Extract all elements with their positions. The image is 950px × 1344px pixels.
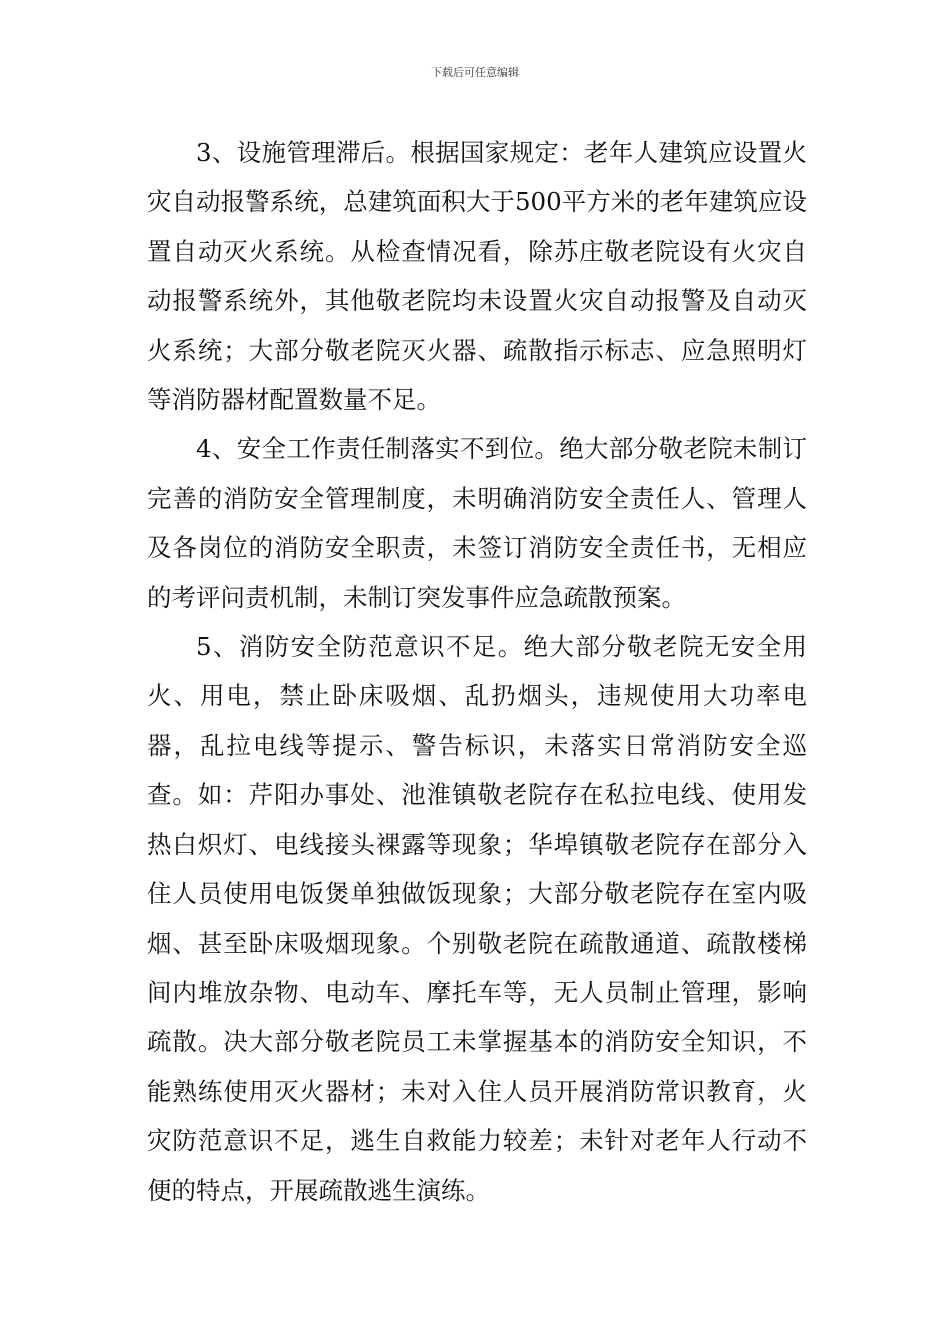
paragraph-responsibility-system: 4、安全工作责任制落实不到位。绝大部分敬老院未制订完善的消防安全管理制度，未明确消防安全责任人、管理人及各岗位的消防安全职责，未签订消防安全责任书，无相应的考评问责机制，未制订突发事件应急疏散预案。	[147, 434, 807, 612]
document-body	[147, 128, 807, 1215]
page-header-note: 下载后可任意编辑	[431, 66, 519, 79]
paragraph-safety-awareness: 5、消防安全防范意识不足。绝大部分敬老院无安全用火、用电，禁止卧床吸烟、乱扔烟头，违规使用大功率电器，乱拉电线等提示、警告标识，未落实日常消防安全巡查。如：芹阳办事处、池淮镇敬老院存在私拉电线、使用发热白炽灯、电线接头裸露等现象；华埠镇敬老院存在部分入住人员使用电饭煲单独做饭现象；大部分敬老院存在室内吸烟、甚至卧床吸烟现象。个别敬老院在疏散通道、疏散楼梯间内堆放杂物、电动车、摩托车等，无人员制止管理，影响疏散。决大部分敬老院员工未掌握基本的消防安全知识，不能熟练使用灭火器材；未对入住人员开展消防常识教育，火灾防范意识不足，逃生自救能力较差；未针对老年人行动不便的特点，开展疏散逃生演练。	[147, 632, 807, 1205]
paragraph-facility-management: 3、设施管理滞后。根据国家规定：老年人建筑应设置火灾自动报警系统，总建筑面积大于500平方米的老年建筑应设置自动灭火系统。从检查情况看，除苏庄敬老院设有火灾自动报警系统外，其他敬老院均未设置火灾自动报警及自动灭火系统；大部分敬老院灭火器、疏散指示标志、应急照明灯等消防器材配置数量不足。	[147, 138, 807, 415]
